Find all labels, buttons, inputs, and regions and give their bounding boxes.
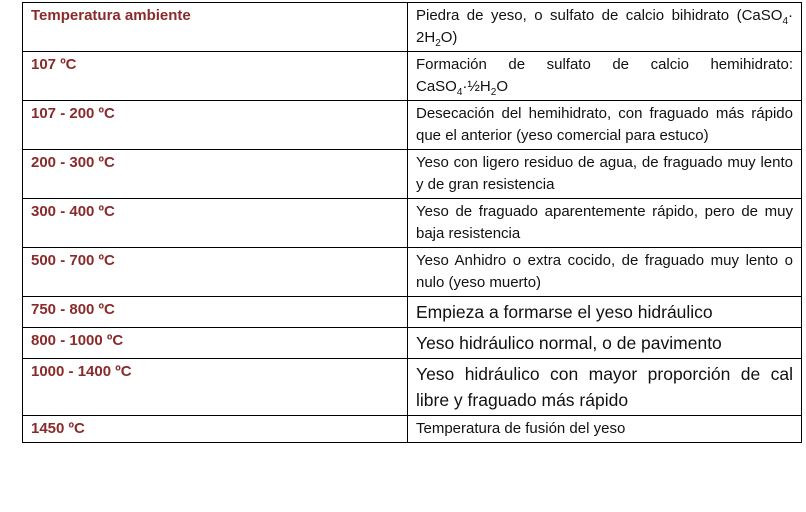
table-row bbox=[23, 328, 802, 359]
gypsum-temperature-table bbox=[22, 2, 802, 443]
table-row bbox=[23, 3, 802, 52]
description-cell: Temperatura de fusión del yeso bbox=[408, 416, 802, 443]
table-row bbox=[23, 248, 802, 297]
table-row bbox=[23, 150, 802, 199]
description-cell: Yeso hidráulico normal, o de pavimento bbox=[408, 328, 802, 359]
description-cell: Desecación del hemihidrato, con fraguado más rápido que el anterior (yeso comercial para estuco) bbox=[408, 101, 802, 150]
table-row bbox=[23, 297, 802, 328]
temperature-cell: 107 - 200 ºC bbox=[23, 101, 408, 150]
description-cell: Formación de sulfato de calcio hemihidrato: $CaSO_4\cdot\frac{1}{2}H_2O$ bbox=[408, 52, 802, 101]
temperature-cell: 1000 - 1400 ºC bbox=[23, 359, 408, 416]
description-cell: Empieza a formarse el yeso hidráulico bbox=[408, 297, 802, 328]
temperature-cell: 300 - 400 ºC bbox=[23, 199, 408, 248]
table-row bbox=[23, 199, 802, 248]
description-cell: Yeso hidráulico con mayor proporción de cal libre y fraguado más rápido bbox=[408, 359, 802, 416]
table-row bbox=[23, 101, 802, 150]
temperature-cell: Temperatura ambiente bbox=[23, 3, 408, 52]
table-row bbox=[23, 416, 802, 443]
temperature-cell: 800 - 1000 ºC bbox=[23, 328, 408, 359]
description-cell: Yeso con ligero residuo de agua, de fraguado muy lento y de gran resistencia bbox=[408, 150, 802, 199]
table-row bbox=[23, 52, 802, 101]
description-cell: Piedra de yeso, o sulfato de calcio bihidrato (CaSO$_4$· $2H_2O$) bbox=[408, 3, 802, 52]
temperature-cell: 1450 ºC bbox=[23, 416, 408, 443]
temperature-cell: 500 - 700 ºC bbox=[23, 248, 408, 297]
temperature-cell: 107 ºC bbox=[23, 52, 408, 101]
temperature-cell: 200 - 300 ºC bbox=[23, 150, 408, 199]
description-cell: Yeso Anhidro o extra cocido, de fraguado muy lento o nulo (yeso muerto) bbox=[408, 248, 802, 297]
table-row bbox=[23, 359, 802, 416]
temperature-cell: 750 - 800 ºC bbox=[23, 297, 408, 328]
description-cell: Yeso de fraguado aparentemente rápido, pero de muy baja resistencia bbox=[408, 199, 802, 248]
